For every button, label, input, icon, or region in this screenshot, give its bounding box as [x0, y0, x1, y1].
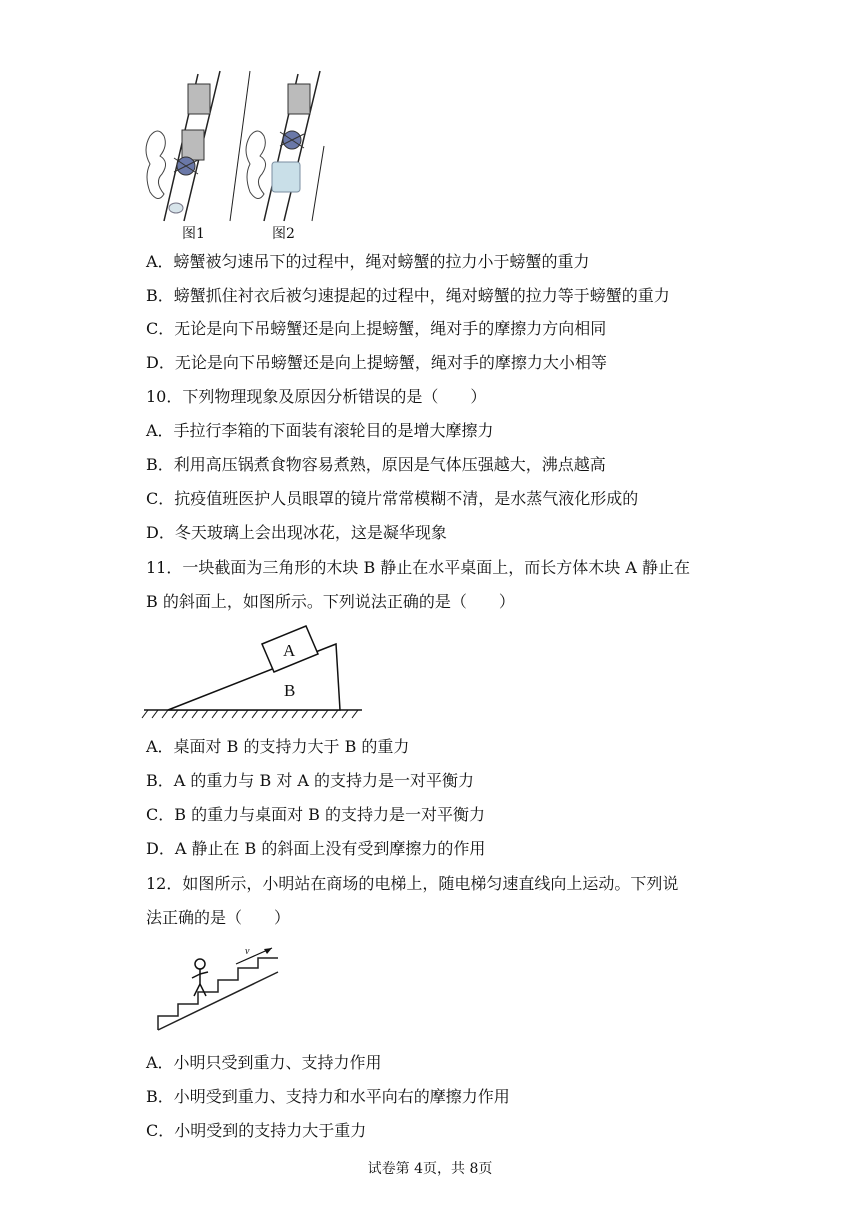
stick-figure	[192, 959, 208, 996]
q11-option-d: D．A 静止在 B 的斜面上没有受到摩擦力的作用	[146, 839, 486, 858]
q11-option-a: A．桌面对 B 的支持力大于 B 的重力	[146, 737, 410, 756]
q9-option-a: A．螃蟹被匀速吊下的过程中，绳对螃蟹的拉力小于螃蟹的重力	[146, 252, 590, 271]
label-b: B	[284, 681, 296, 700]
q12-option-b: B．小明受到重力、支持力和水平向右的摩擦力作用	[146, 1087, 510, 1106]
escalator-figure	[150, 944, 290, 1036]
q10-option-d: D．冬天玻璃上会出现冰花，这是凝华现象	[146, 523, 447, 542]
q9-option-b: B．螃蟹抓住衬衣后被匀速提起的过程中，绳对螃蟹的拉力等于螃蟹的重力	[146, 286, 670, 305]
incline-figure	[140, 624, 370, 724]
figure-2-caption: 图2	[272, 226, 295, 242]
figure-2-drawing	[246, 71, 324, 221]
figure-1-caption: 图1	[182, 226, 205, 242]
q9-option-c: C．无论是向下吊螃蟹还是向上提螃蟹，绳对手的摩擦力方向相同	[146, 319, 607, 338]
q11-stem-line-1: 11．一块截面为三角形的木块 B 静止在水平桌面上，而长方体木块 A 静止在	[146, 558, 691, 577]
q11-option-c: C．B 的重力与桌面对 B 的支持力是一对平衡力	[146, 805, 486, 824]
q12-option-c: C．小明受到的支持力大于重力	[146, 1121, 367, 1140]
q11-option-b: B．A 的重力与 B 对 A 的支持力是一对平衡力	[146, 771, 475, 790]
page-footer: 试卷第 4页，共 8页	[367, 1161, 493, 1177]
label-a: A	[283, 641, 296, 660]
q11-stem-line-2: B 的斜面上，如图所示。下列说法正确的是（ ）	[146, 592, 515, 611]
q12-stem-line-1: 12．如图所示，小明站在商场的电梯上，随电梯匀速直线向上运动。下列说	[146, 874, 679, 893]
q12-option-a: A．小明只受到重力、支持力作用	[146, 1053, 382, 1072]
q10-option-c: C．抗疫值班医护人员眼罩的镜片常常模糊不清，是水蒸气液化形成的	[146, 489, 639, 508]
q9-option-d: D．无论是向下吊螃蟹还是向上提螃蟹，绳对手的摩擦力大小相等	[146, 353, 607, 372]
q10-option-b: B．利用高压锅煮食物容易煮熟，原因是气体压强越大，沸点越高	[146, 455, 606, 474]
q10-stem: 10．下列物理现象及原因分析错误的是（ ）	[146, 387, 487, 406]
velocity-label: v	[245, 946, 250, 957]
crab-figure	[140, 66, 330, 246]
escalator-steps	[158, 958, 278, 1030]
q12-stem-line-2: 法正确的是（ ）	[146, 908, 291, 927]
q10-option-a: A．手拉行李箱的下面装有滚轮目的是增大摩擦力	[146, 421, 494, 440]
figure-1-drawing	[146, 71, 250, 221]
